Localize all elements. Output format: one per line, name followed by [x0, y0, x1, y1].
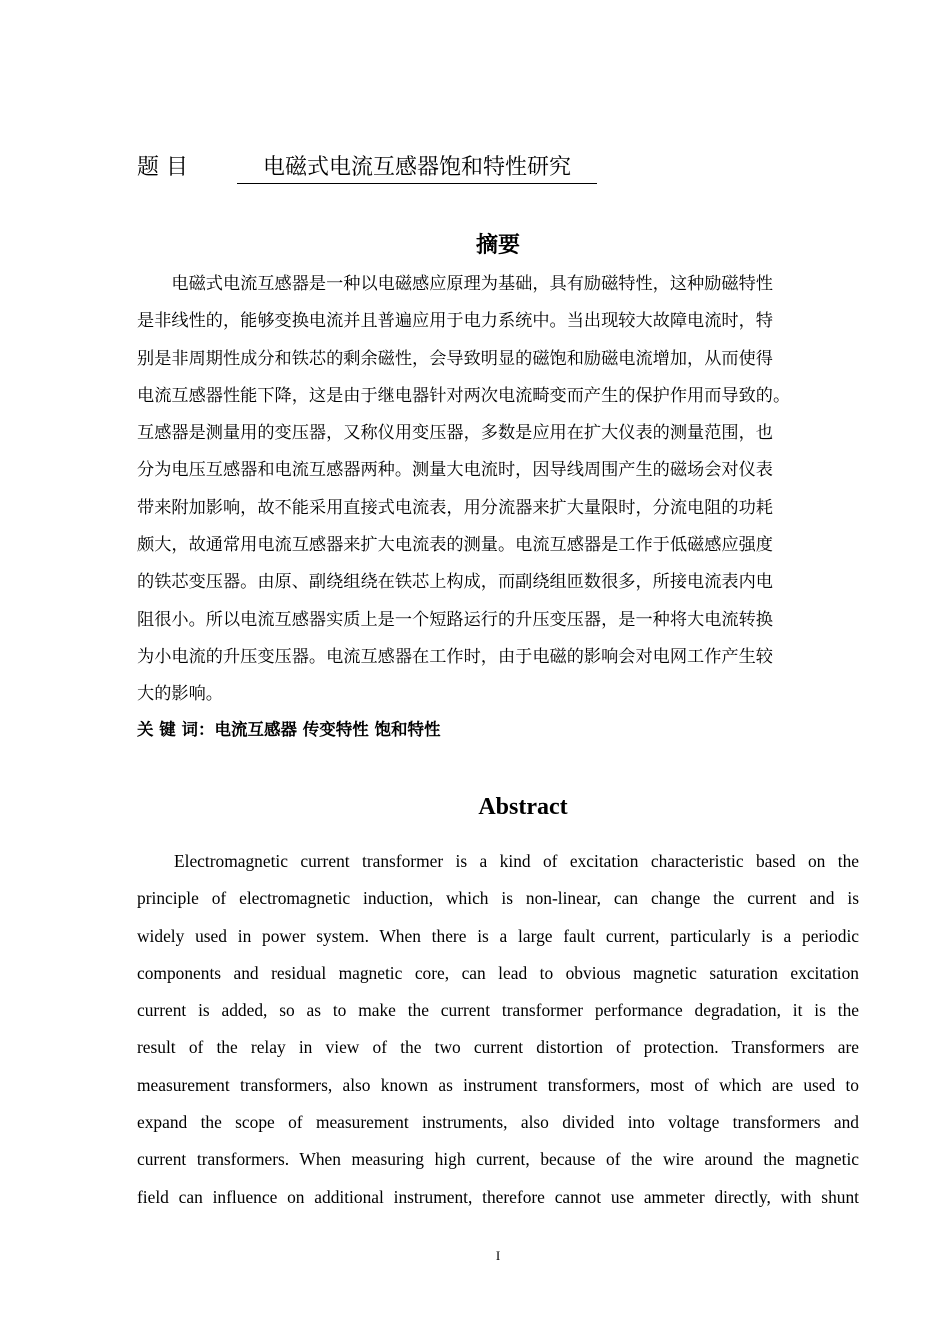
abstract-en-line: measurement transformers, also known as instrument transformers, most of which are used to — [137, 1074, 859, 1095]
abstract-cn-line: 分为电压互感器和电流互感器两种。测量大电流时，因导线周围产生的磁场会对仪表 — [137, 460, 773, 481]
abstract-en-line: expand the scope of measurement instruments, also divided into voltage transformers and — [137, 1112, 859, 1133]
abstract-cn-line: 别是非周期性成分和铁芯的剩余磁性，会导致明显的磁饱和励磁电流增加，从而使得 — [137, 348, 773, 369]
abstract-en-body — [137, 843, 859, 1216]
abstract-en-line: widely used in power system. When there is a large fault current, particularly is a periodic — [137, 925, 859, 946]
abstract-cn-line: 互感器是测量用的变压器，又称仪用变压器，多数是应用在扩大仪表的测量范围，也 — [137, 423, 773, 444]
abstract-en-heading: Abstract — [478, 794, 568, 820]
abstract-en-line: principle of electromagnetic induction, which is non-linear, can change the current and is — [137, 888, 859, 909]
abstract-cn-line: 为小电流的升压变压器。电流互感器在工作时，由于电磁的影响会对电网工作产生较 — [137, 646, 773, 667]
abstract-cn-line: 大的影响。 — [137, 684, 223, 705]
abstract-cn-line: 阻很小。所以电流互感器实质上是一个短路运行的升压变压器，是一种将大电流转换 — [137, 609, 773, 630]
abstract-en-line: Electromagnetic current transformer is a kind of excitation characteristic based on the — [174, 851, 859, 871]
thesis-title-line — [137, 150, 597, 186]
abstract-cn-line: 的铁芯变压器。由原、副绕组绕在铁芯上构成，而副绕组匝数很多，所接电流表内电 — [137, 572, 773, 593]
abstract-cn-line: 电磁式电流互感器是一种以电磁感应原理为基础，具有励磁特性，这种励磁特性 — [171, 274, 773, 294]
abstract-en-line: current transformers. When measuring high current, because of the wire around the magnetic — [137, 1149, 859, 1170]
abstract-en-line: result of the relay in view of the two current distortion of protection. Transformers are — [137, 1037, 859, 1058]
abstract-en-line: field can influence on additional instrument, therefore cannot use ammeter directly, with shunt — [137, 1186, 859, 1207]
abstract-en-line: components and residual magnetic core, can lead to obvious magnetic saturation excitation — [137, 962, 859, 983]
keywords-line: 关 键 词：电流互感器 传变特性 饱和特性 — [137, 720, 441, 739]
abstract-cn-heading: 摘要 — [475, 233, 520, 258]
abstract-cn-line: 带来附加影响，故不能采用直接式电流表，用分流器来扩大量限时，分流电阻的功耗 — [137, 497, 773, 518]
abstract-en-line: current is added, so as to make the current transformer performance degradation, it is the — [137, 1000, 859, 1021]
thesis-title: 电磁式电流互感器饱和特性研究 — [237, 150, 597, 184]
page-number: I — [495, 1248, 501, 1263]
abstract-cn-line: 电流互感器性能下降，这是由于继电器针对两次电流畸变而产生的保护作用而导致的。 — [137, 385, 791, 406]
abstract-cn-line: 是非线性的，能够变换电流并且普遍应用于电力系统中。当出现较大故障电流时，特 — [137, 311, 773, 332]
abstract-cn-line: 颇大，故通常用电流互感器来扩大电流表的测量。电流互感器是工作于低磁感应强度 — [137, 535, 773, 556]
abstract-cn-body — [137, 266, 859, 714]
title-label: 题 目 — [137, 155, 188, 180]
